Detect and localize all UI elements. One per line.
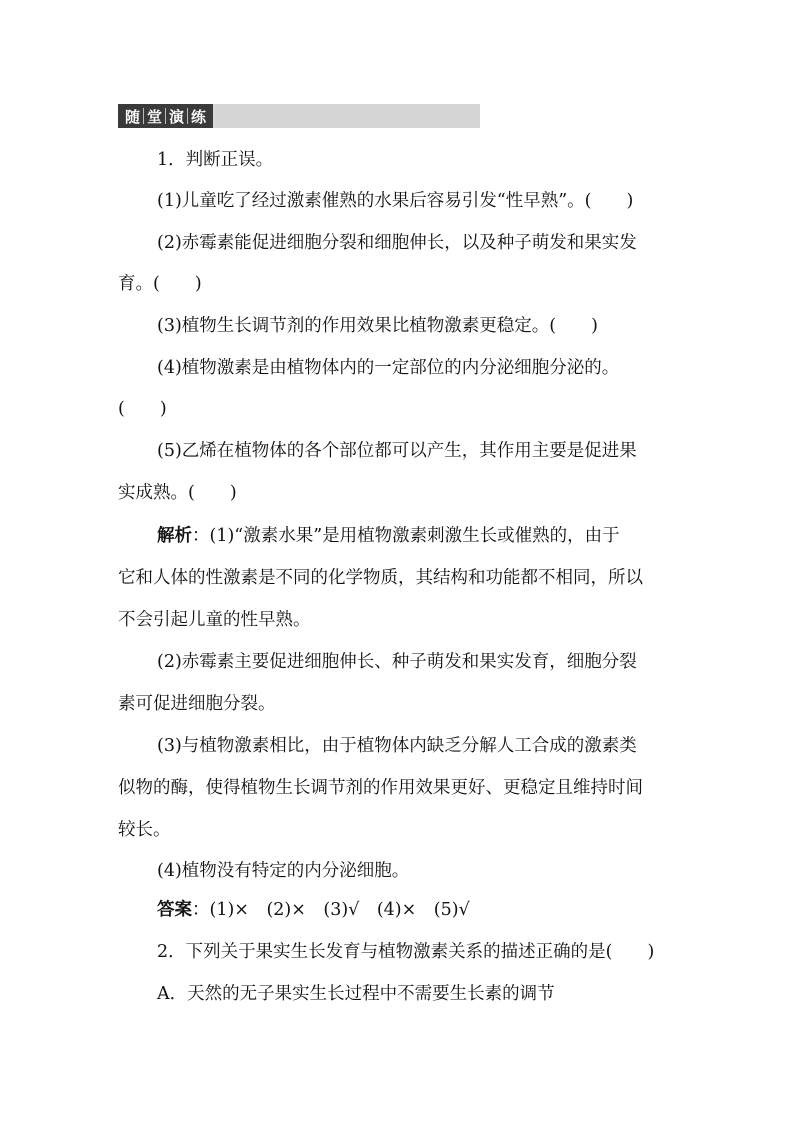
question-1-item-3: (3)植物生长调节剂的作用效果比植物激素更稳定。( ) — [157, 316, 598, 336]
analysis-line: (4)植物没有特定的内分泌细胞。 — [157, 861, 410, 881]
analysis-line — [157, 524, 620, 548]
analysis-line: 素可促进细胞分裂。 — [118, 694, 276, 714]
analysis-label: 解析 — [157, 526, 192, 546]
question-2-stem: 2．下列关于果实生长发育与植物激素关系的描述正确的是( ) — [157, 942, 655, 962]
question-1-item-4-cont: ( ) — [118, 399, 167, 419]
analysis-line: 较长。 — [118, 820, 171, 840]
question-1-item-2-cont: 育。( ) — [118, 274, 202, 294]
question-1-item-4: (4)植物激素是由植物体内的一定部位的内分泌细胞分泌的。 — [157, 358, 620, 378]
analysis-line: 不会引起儿童的性早熟。 — [118, 610, 311, 630]
section-char: 随 — [125, 107, 141, 126]
section-char: 演 — [169, 107, 185, 126]
analysis-text: ：(1)“激素水果”是用植物激素刺激生长或催熟的，由于 — [192, 526, 620, 546]
section-banner — [118, 104, 480, 128]
question-1-item-5: (5)乙烯在植物体的各个部位都可以产生，其作用主要是促进果 — [157, 441, 637, 461]
section-title — [118, 104, 213, 128]
answer-label: 答案 — [157, 900, 192, 920]
answer-text: ：(1)× (2)× (3)√ (4)× (5)√ — [192, 900, 470, 920]
section-char: 练 — [191, 107, 207, 126]
question-1-item-1: (1)儿童吃了经过激素催熟的水果后容易引发“性早熟”。( ) — [157, 191, 634, 211]
analysis-line: 似物的酶，使得植物生长调节剂的作用效果更好、更稳定且维持时间 — [118, 778, 643, 798]
question-1-item-5-cont: 实成熟。( ) — [118, 483, 237, 503]
question-2-option-a: A．天然的无子果实生长过程中不需要生长素的调节 — [157, 984, 555, 1004]
analysis-line: (2)赤霉素主要促进细胞伸长、种子萌发和果实发育，细胞分裂 — [157, 652, 637, 672]
section-char: 堂 — [147, 107, 163, 126]
answer-line — [157, 898, 470, 922]
analysis-line: (3)与植物激素相比，由于植物体内缺乏分解人工合成的激素类 — [157, 736, 637, 756]
question-1-stem: 1．判断正误。 — [157, 150, 274, 170]
question-1-item-2: (2)赤霉素能促进细胞分裂和细胞伸长，以及种子萌发和果实发 — [157, 233, 637, 253]
analysis-line: 它和人体的性激素是不同的化学物质，其结构和功能都不相同，所以 — [118, 568, 643, 588]
